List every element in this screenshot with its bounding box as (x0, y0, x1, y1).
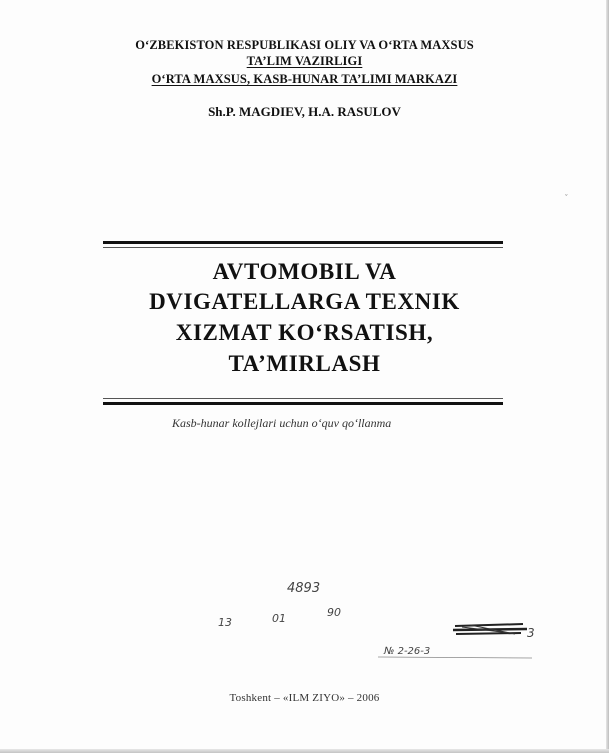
education-center-line (0, 72, 609, 87)
library-stamp (378, 624, 535, 658)
title-line-4: TA’MIRLASH (228, 351, 381, 376)
top-thin-rule (103, 247, 503, 248)
top-thick-rule (103, 241, 503, 244)
subtitle: Kasb-hunar kollejlari uchun o‘quv qo‘llanma (172, 416, 392, 430)
bottom-thick-rule (103, 402, 503, 405)
ministry-line-2 (0, 54, 609, 69)
ministry-line-2-text: TA’LIM VAZIRLIGI (246, 54, 363, 68)
handwritten-number: 4893 (287, 581, 321, 596)
scan-edge-bottom (0, 749, 609, 753)
title-line-1: AVTOMOBIL VA (212, 259, 397, 284)
scan-speck: ˇ (565, 193, 568, 202)
authors: Sh.P. MAGDIEV, H.A. RASULOV (208, 104, 401, 119)
bottom-thin-rule (103, 398, 503, 399)
handwritten-mark-a: 13 (218, 616, 232, 629)
ministry-line-1: O‘ZBEKISTON RESPUBLIKASI OLIY VA O‘RTA MAXSUS (135, 38, 474, 52)
title-line-3: XIZMAT KO‘RSATISH, (175, 320, 434, 345)
publisher-line: Toshkent – «ILM ZIYO» – 2006 (229, 692, 380, 704)
education-center-text: O‘RTA MAXSUS, KASB-HUNAR TA’LIMI MARKAZI (151, 72, 458, 86)
stamp-line: № 2-26-3 (384, 646, 431, 657)
stamp-code: 3 (527, 626, 535, 640)
handwritten-mark-b: 01 (272, 612, 286, 625)
title-line-2: DVIGATELLARGA TEXNIK (149, 289, 460, 314)
handwritten-mark-c: 90 (327, 606, 341, 619)
